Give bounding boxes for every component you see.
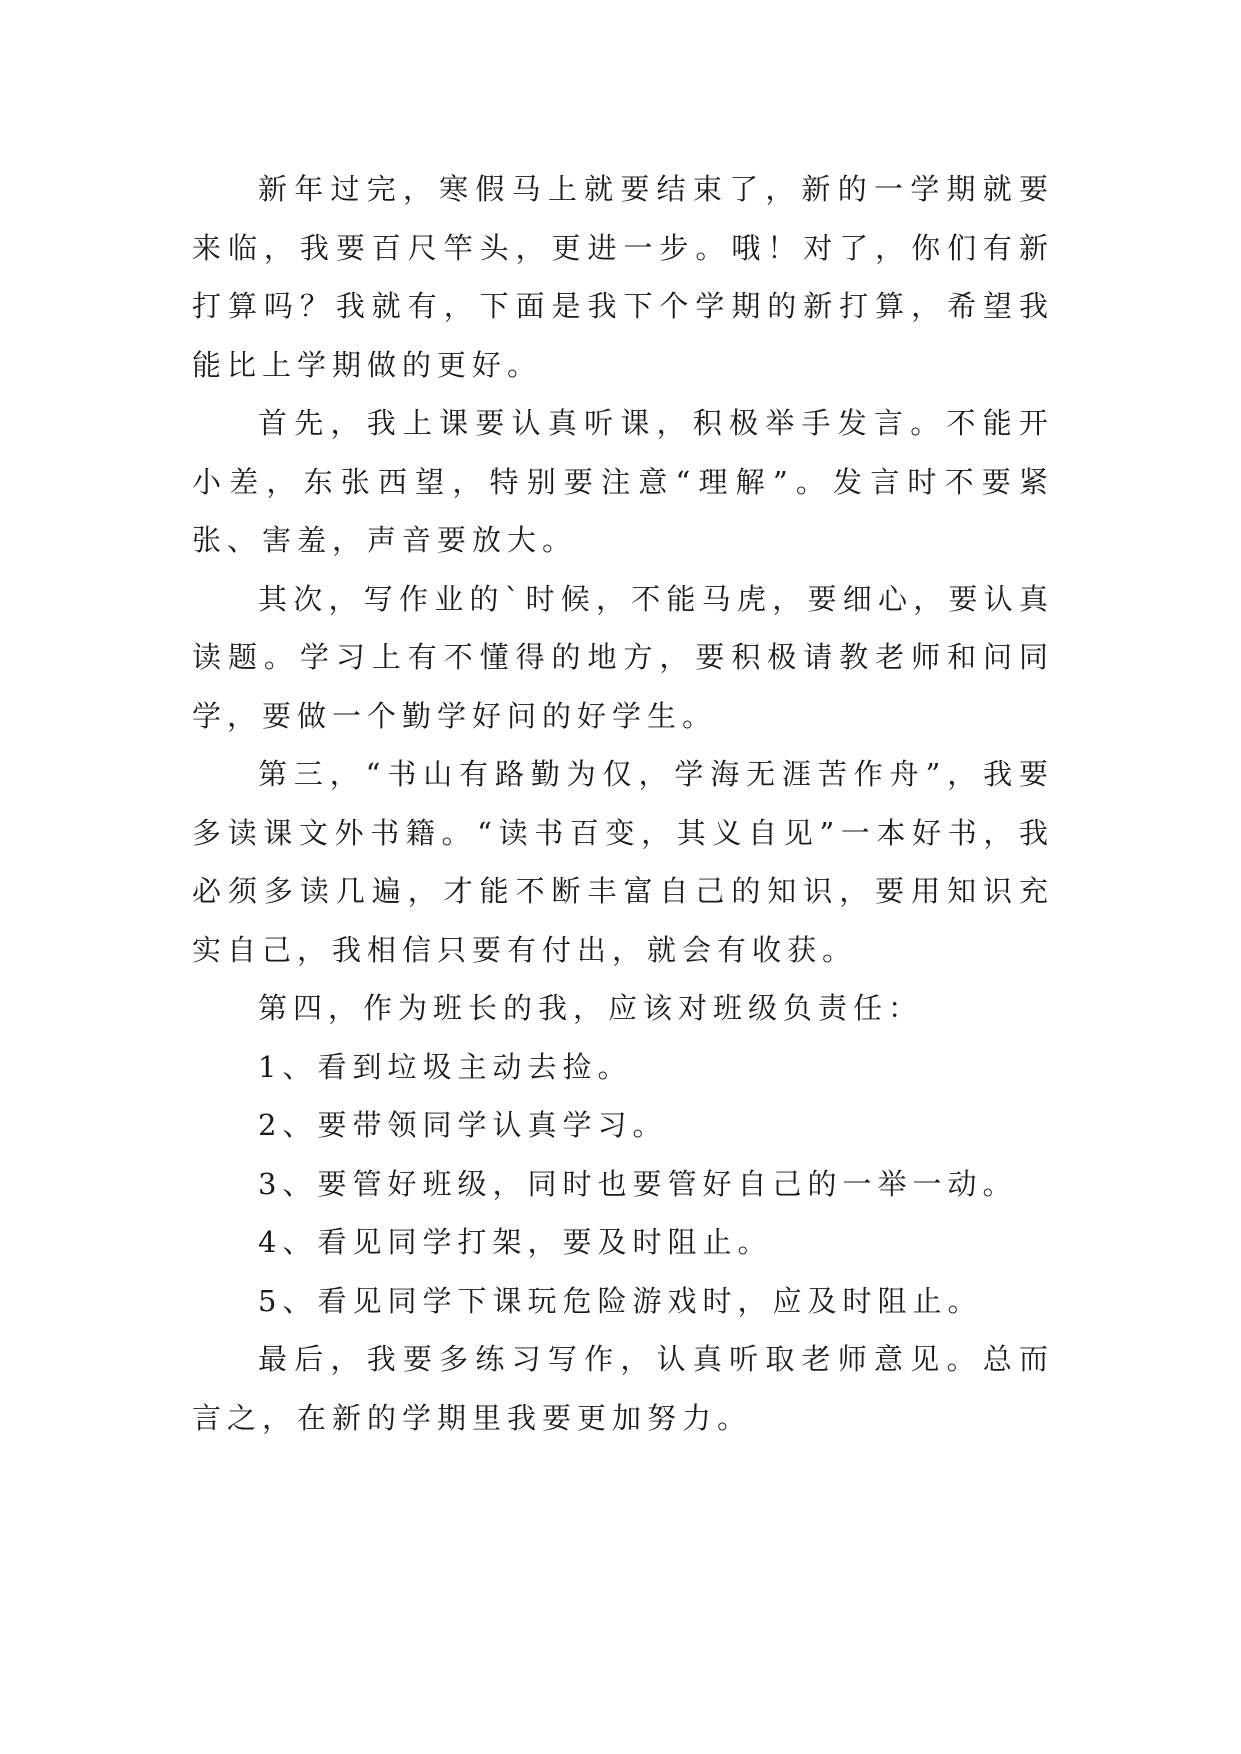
paragraph-conclusion: 最后，我要多练习写作，认真听取老师意见。总而言之，在新的学期里我要更加努力。: [192, 1342, 1054, 1435]
list-item-3: 3、要管好班级，同时也要管好自己的一举一动。: [258, 1166, 1018, 1201]
paragraph-first: 首先，我上课要认真听课，积极举手发言。不能开小差，东张西望，特别要注意“理解”。发言时不要紧张、害羞，声音要放大。: [192, 406, 1054, 557]
paragraph-fourth: 第四，作为班长的我，应该对班级负责任：: [258, 991, 924, 1025]
list-item-2: 2、要带领同学认真学习。: [258, 1108, 668, 1142]
list-item-4: 4、看见同学打架，要及时阻止。: [258, 1225, 773, 1259]
paragraph-third: 第三，“书山有路勤为仅，学海无涯苦作舟”，我要多读课文外书籍。“读书百变，其义自见”一本好书，我必须多读几遍，才能不断丰富自己的知识，要用知识充实自己，我相信只要有付出，就会有收获。: [192, 757, 1054, 967]
paragraph-intro: 新年过完，寒假马上就要结束了，新的一学期就要来临，我要百尺竿头，更进一步。哦！对了，你们有新打算吗？我就有，下面是我下个学期的新打算，希望我能比上学期做的更好。: [192, 172, 1054, 382]
paragraph-second: 其次，写作业的`时候，不能马虎，要细心，要认真读题。学习上有不懂得的地方，要积极请教老师和问同学，要做一个勤学好问的好学生。: [192, 581, 1054, 733]
list-item-5: 5、看见同学下课玩危险游戏时，应及时阻止。: [258, 1283, 983, 1318]
document-body: [192, 160, 1054, 1447]
list-item-1: 1、看到垃圾主动去捡。: [258, 1049, 633, 1084]
